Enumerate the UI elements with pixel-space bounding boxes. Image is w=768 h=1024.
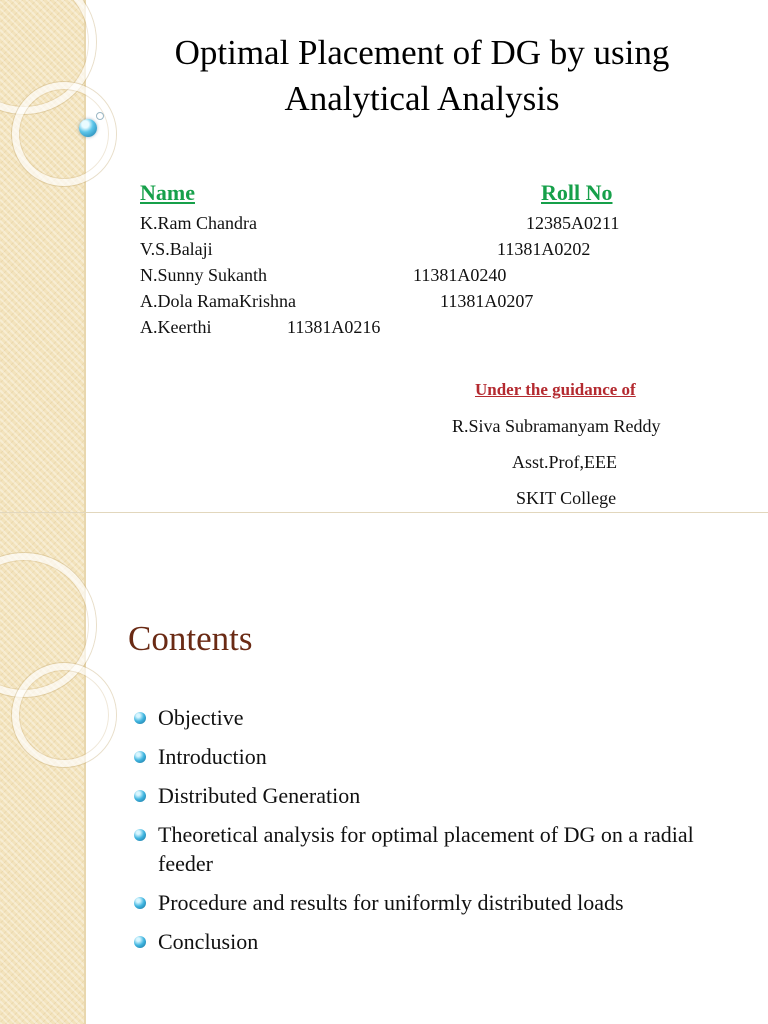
bullet-icon [134, 936, 146, 948]
bullet-icon [134, 897, 146, 909]
member-row [140, 316, 381, 338]
guide-name: R.Siva Subramanyam Reddy [452, 416, 661, 436]
guidance-header: Under the guidance of [475, 380, 636, 399]
orb-ornament [79, 119, 97, 137]
list-item-text: Conclusion [158, 929, 259, 954]
member-name: A.Dola RamaKrishna [140, 291, 296, 311]
list-item-text: Procedure and results for uniformly distributed loads [158, 890, 624, 915]
slide-title [100, 30, 744, 122]
member-roll: 11381A0240 [413, 265, 507, 285]
member-roll: 11381A0202 [497, 239, 591, 259]
list-item-text: Distributed Generation [158, 783, 361, 808]
member-roll: 11381A0207 [440, 291, 534, 311]
decorative-band [0, 513, 86, 1024]
member-name: K.Ram Chandra [140, 213, 257, 233]
title-line-1: Optimal Placement of DG by using [174, 33, 670, 72]
list-item [134, 742, 754, 771]
roll-column-header: Roll No [541, 180, 613, 205]
list-item-text: Introduction [158, 744, 267, 769]
title-line-2: Analytical Analysis [284, 79, 560, 118]
ring-ornament [12, 663, 116, 767]
member-roll: 12385A0211 [526, 213, 620, 233]
member-row [140, 264, 507, 286]
bullet-icon [134, 790, 146, 802]
member-row [140, 290, 534, 312]
member-name: N.Sunny Sukanth [140, 265, 268, 285]
bullet-icon [134, 829, 146, 841]
contents-title: Contents [128, 619, 253, 658]
member-roll: 11381A0216 [287, 317, 381, 337]
guide-college: SKIT College [516, 488, 617, 508]
decorative-band [0, 0, 86, 512]
list-item [134, 927, 754, 956]
member-row [140, 238, 591, 260]
contents-slide [0, 512, 768, 1024]
list-item [134, 888, 754, 917]
list-item-text: Objective [158, 705, 244, 730]
bullet-icon [134, 751, 146, 763]
list-item-text: Theoretical analysis for optimal placement of DG on a radial feeder [158, 822, 694, 876]
member-row [140, 212, 620, 234]
member-name: A.Keerthi [140, 317, 212, 337]
member-name: V.S.Balaji [140, 239, 213, 259]
list-item [134, 820, 754, 878]
name-column-header: Name [140, 180, 195, 205]
contents-list [134, 703, 754, 966]
bullet-icon [134, 712, 146, 724]
list-item [134, 781, 754, 810]
guide-designation: Asst.Prof,EEE [512, 452, 617, 472]
list-item [134, 703, 754, 732]
